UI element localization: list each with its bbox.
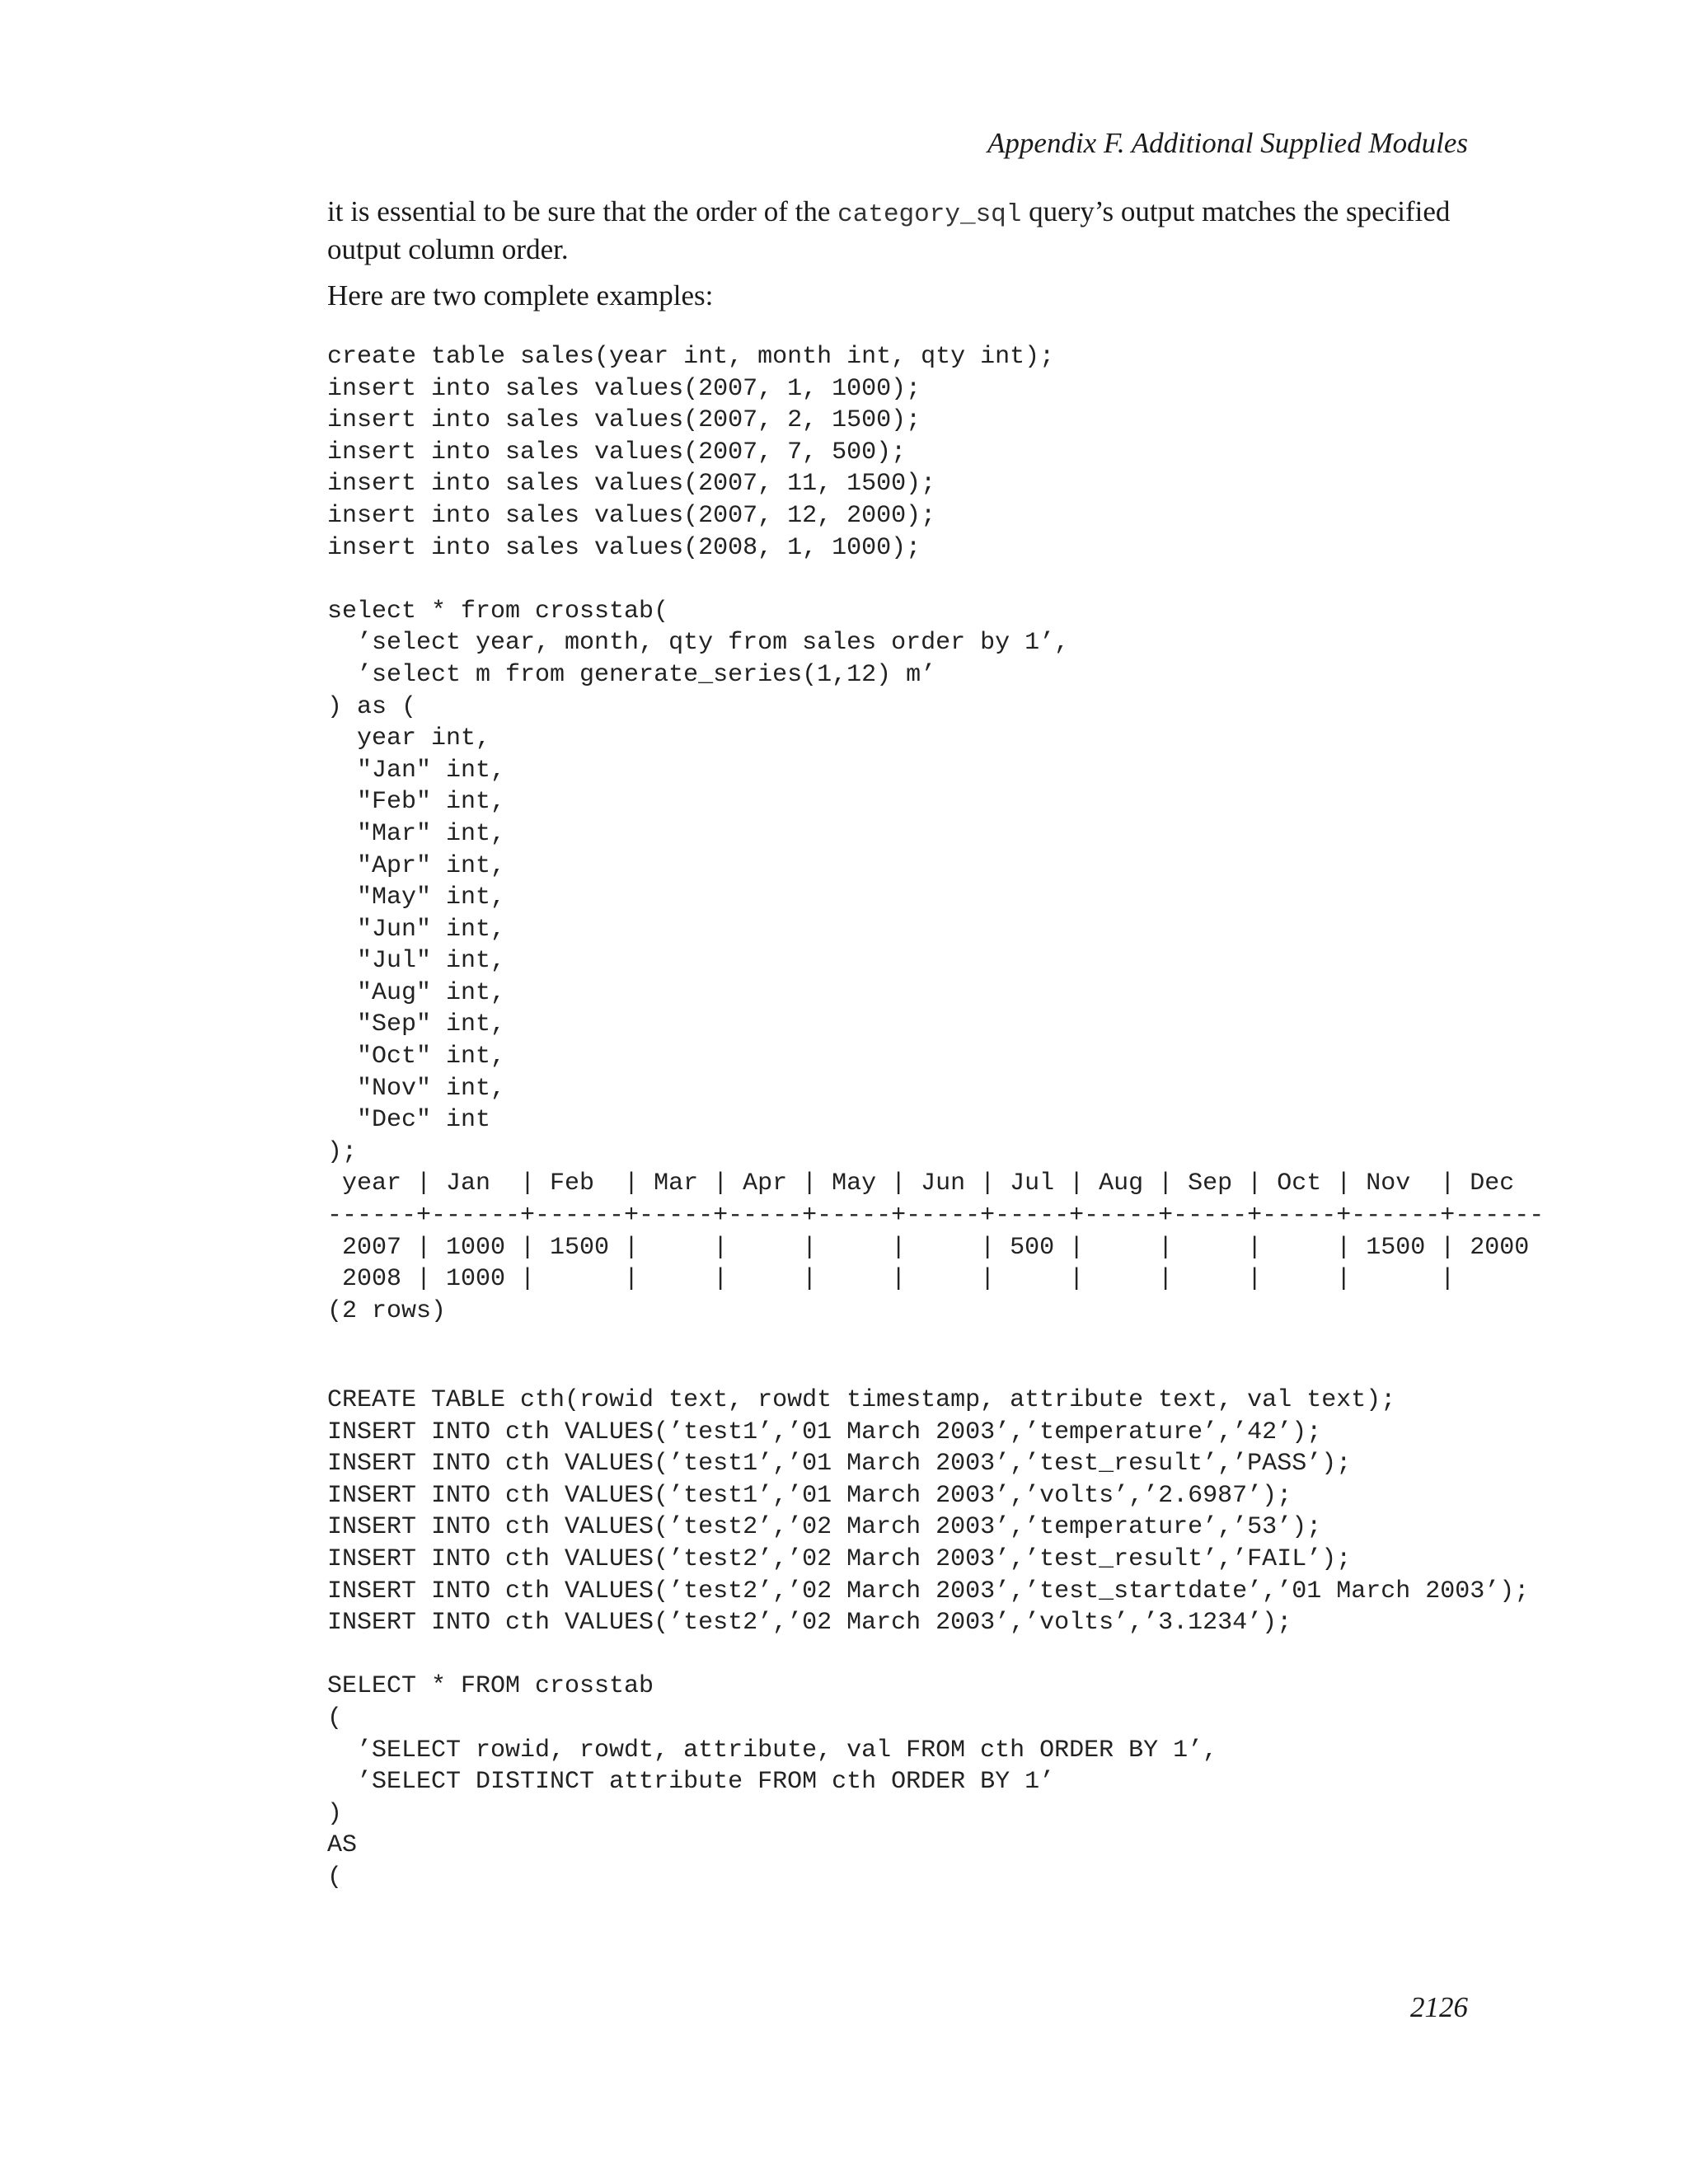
intro-paragraph xyxy=(327,194,1473,267)
examples-intro-paragraph: Here are two complete examples: xyxy=(327,279,714,312)
intro-text-start: it is essential to be sure that the order of the xyxy=(327,195,838,227)
inline-code-category-sql: category_sql xyxy=(837,200,1022,229)
page-number: 2126 xyxy=(1410,1991,1468,2023)
code-block-sales-example: create table sales(year int, month int, qty int); insert into sales values(2007, 1, 1000); insert into sales values(2007, 2, 1500); insert into sales values(2007, 7, 500); insert into sales values(2007, 11, 1500); insert into sales values(2007, 12, 2000); insert into sales values(2008, 1, 1000); select * from crosstab( ’select year, month, qty from sales order by 1’, ’select m from generate_series(1,12) m’ ) as ( year int, "Jan" int, "Feb" int, "Mar" int, "Apr" int, "May" int, "Jun" int, "Jul" int, "Aug" int, "Sep" int, "Oct" int, "Nov" int, "Dec" int ); year | Jan | Feb | Mar | Apr | May | Jun | Jul | Aug | Sep | Oct | Nov | Dec ------+------+------+-----+-----+-----+-----+-----+-----+-----+-----+------+------ 2007 | 1000 | 1500 | | | | | 500 | | | | 1500 | 2000 2008 | 1000 | | | | | | | | | | | (2 rows) xyxy=(327,343,1545,1325)
intro-text-end: query’s output matches the specified output column order. xyxy=(327,195,1451,265)
code-block-cth-example: CREATE TABLE cth(rowid text, rowdt timestamp, attribute text, val text); INSERT INTO cth VALUES(’test1’,’01 March 2003’,’temperature’,’42’); INSERT INTO cth VALUES(’test1’,’01 March 2003’,’test_result’,’PASS’); INSERT INTO cth VALUES(’test1’,’01 March 2003’,’volts’,’2.6987’); INSERT INTO cth VALUES(’test2’,’02 March 2003’,’temperature’,’53’); INSERT INTO cth VALUES(’test2’,’02 March 2003’,’test_result’,’FAIL’); INSERT INTO cth VALUES(’test2’,’02 March 2003’,’test_startdate’,’01 March 2003’); INSERT INTO cth VALUES(’test2’,’02 March 2003’,’volts’,’3.1234’); SELECT * FROM crosstab ( ’SELECT rowid, rowdt, attribute, val FROM cth ORDER BY 1’, ’SELECT DISTINCT attribute FROM cth ORDER BY 1’ ) AS ( xyxy=(327,1386,1530,1891)
running-header: Appendix F. Additional Supplied Modules xyxy=(987,127,1468,159)
